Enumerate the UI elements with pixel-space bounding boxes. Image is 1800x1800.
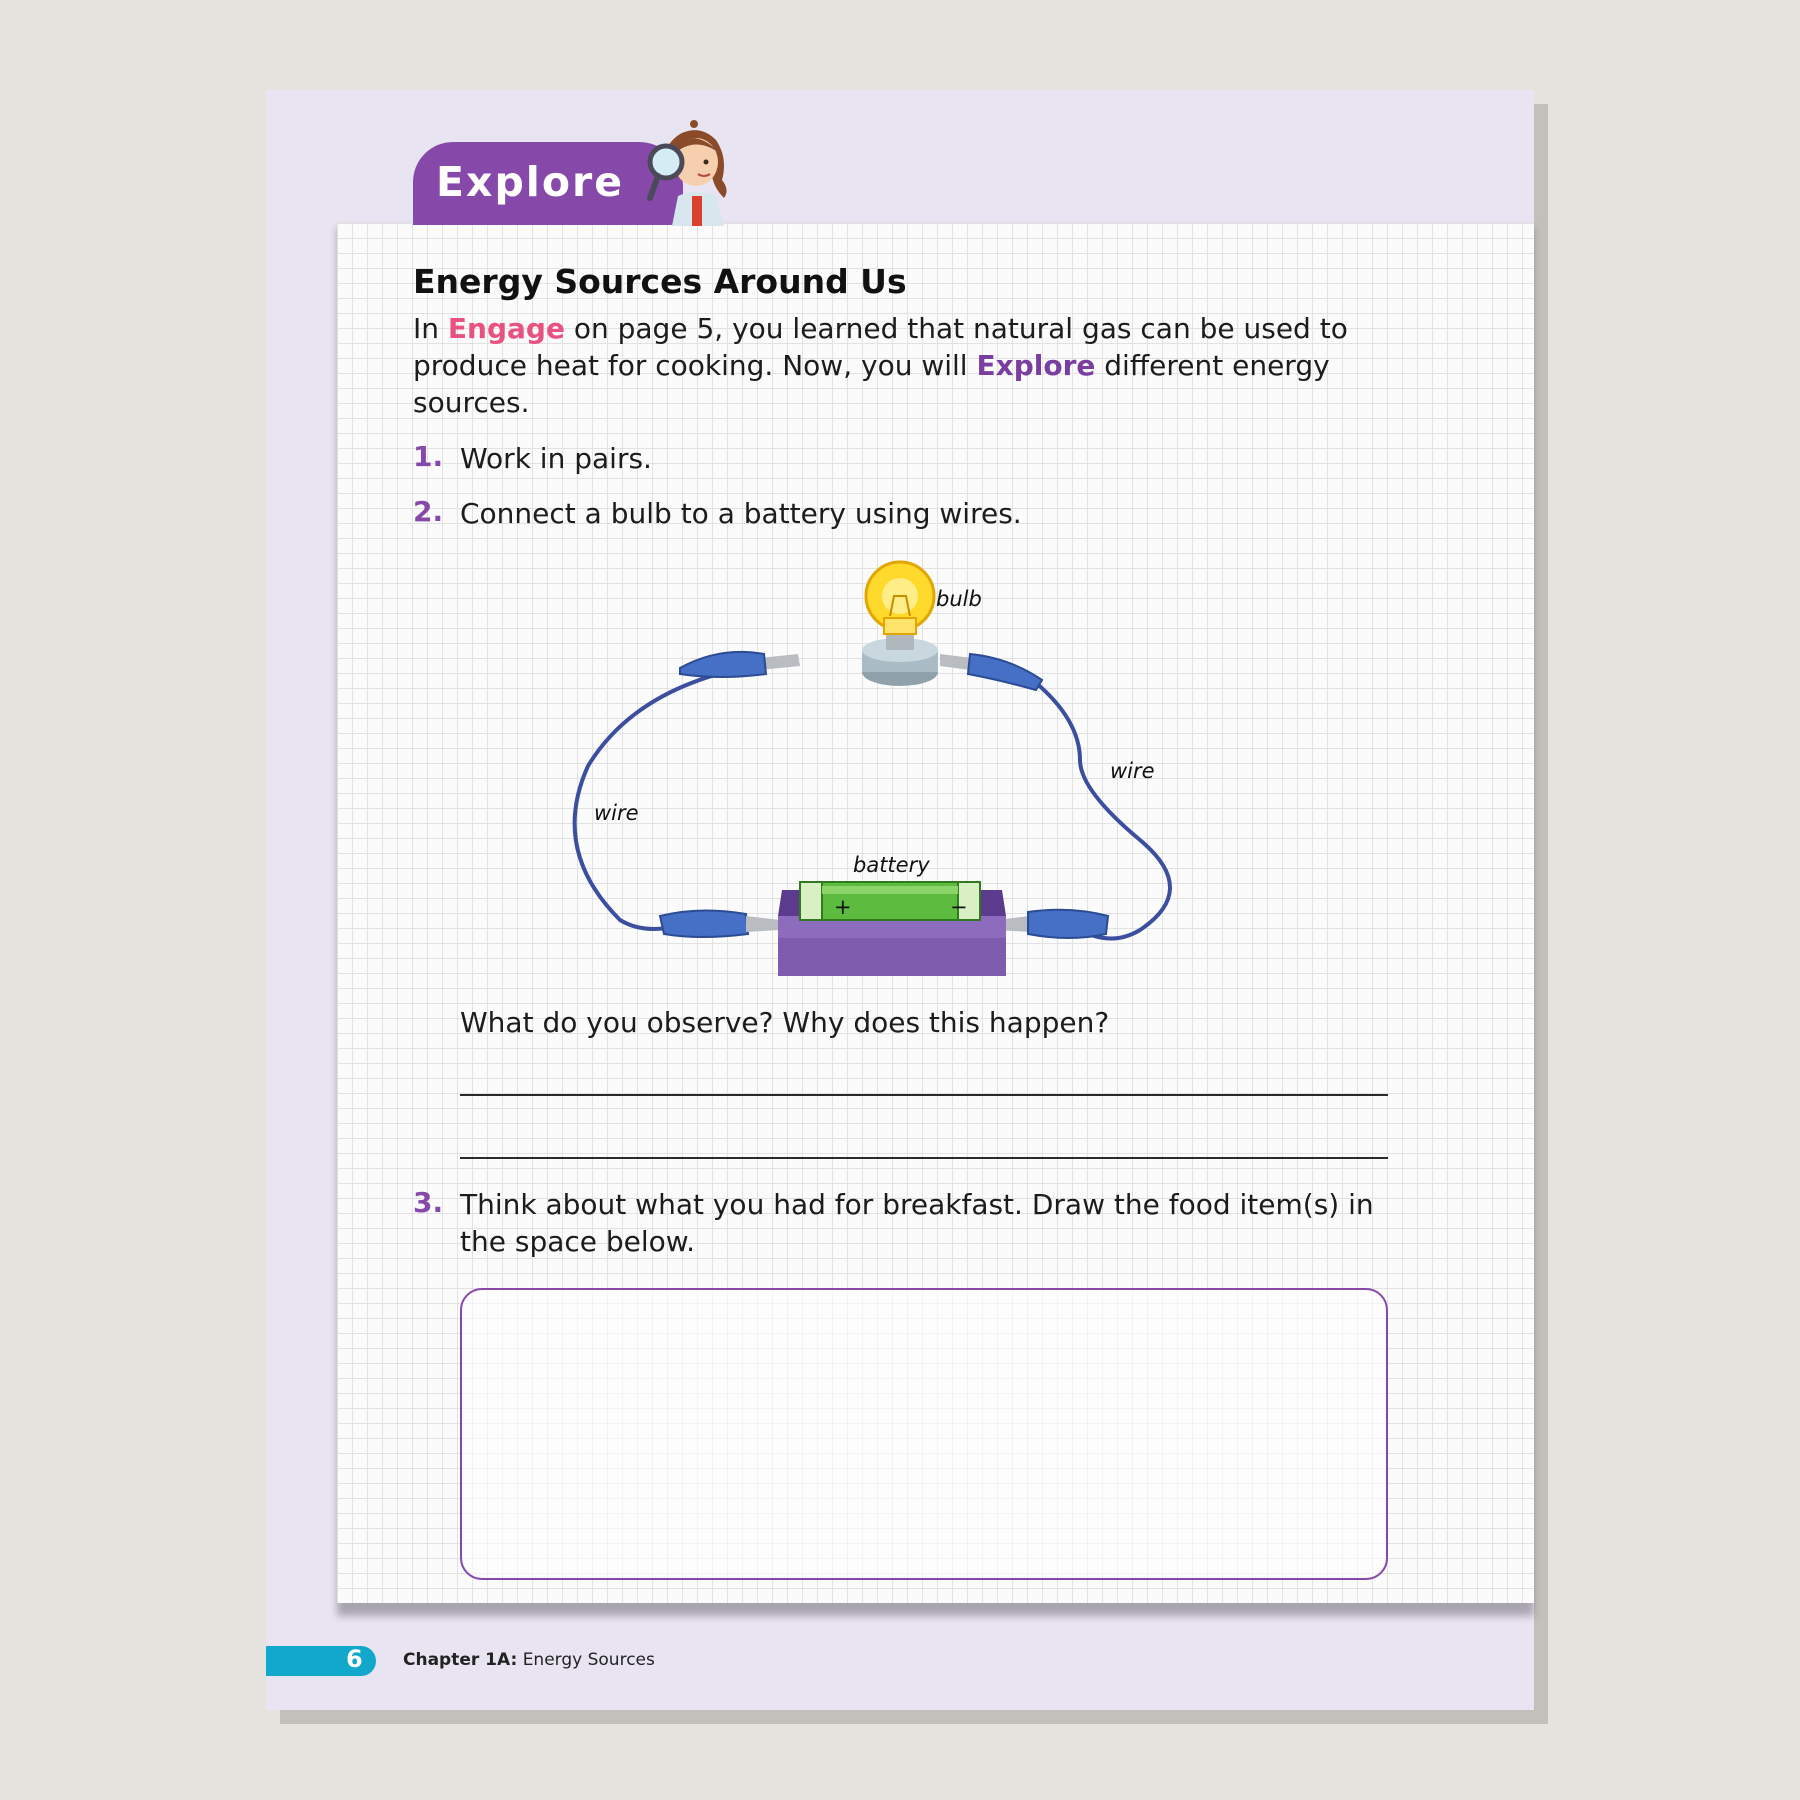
page-number: 6	[346, 1645, 363, 1673]
battery-left-clip	[660, 910, 780, 937]
bulb-label: bulb	[936, 587, 982, 611]
answer-line-1[interactable]	[460, 1094, 1388, 1096]
step-2-number: 2.	[413, 495, 444, 528]
left-wire	[575, 662, 777, 929]
drawing-area[interactable]	[460, 1288, 1388, 1580]
bulb-left-clip	[680, 652, 800, 677]
step-1-number: 1.	[413, 440, 444, 473]
intro-paragraph	[413, 310, 1373, 421]
girl-with-magnifier-illustration	[628, 118, 748, 226]
observation-question: What do you observe? Why does this happen?	[460, 1006, 1110, 1039]
left-wire-label: wire	[594, 801, 639, 825]
intro-text-2: on page 5, you learned that natural gas can be used to produce heat for cooking. Now, you will	[413, 312, 1348, 382]
intro-text-3: different energy sources.	[413, 349, 1330, 419]
step-3-text: Think about what you had for breakfast. Draw the food item(s) in the space below.	[460, 1188, 1374, 1258]
answer-line-2[interactable]	[460, 1157, 1388, 1159]
step-2-text: Connect a bulb to a battery using wires.	[460, 497, 1022, 530]
intro-text-1: In	[413, 312, 448, 345]
chapter-footer	[403, 1650, 655, 1670]
battery-label: battery	[853, 853, 930, 877]
bulb-socket	[862, 632, 938, 686]
step-1-text: Work in pairs.	[460, 442, 652, 475]
circuit-diagram	[560, 550, 1200, 990]
engage-keyword: Engage	[447, 312, 565, 345]
explore-keyword: Explore	[976, 349, 1096, 382]
minus-sign: −	[950, 895, 968, 919]
battery-right-clip	[996, 910, 1108, 938]
section-title: Energy Sources Around Us	[413, 262, 907, 301]
explore-tab-label: Explore	[436, 158, 625, 206]
bulb-right-clip	[940, 654, 1042, 690]
bulb-icon	[866, 562, 934, 634]
right-wire-label: wire	[1110, 759, 1155, 783]
right-wire	[1035, 682, 1170, 939]
step-3-number: 3.	[413, 1186, 444, 1219]
plus-sign: +	[834, 895, 852, 919]
chapter-label: Chapter 1A:	[403, 1650, 518, 1670]
chapter-title: Energy Sources	[522, 1650, 655, 1670]
